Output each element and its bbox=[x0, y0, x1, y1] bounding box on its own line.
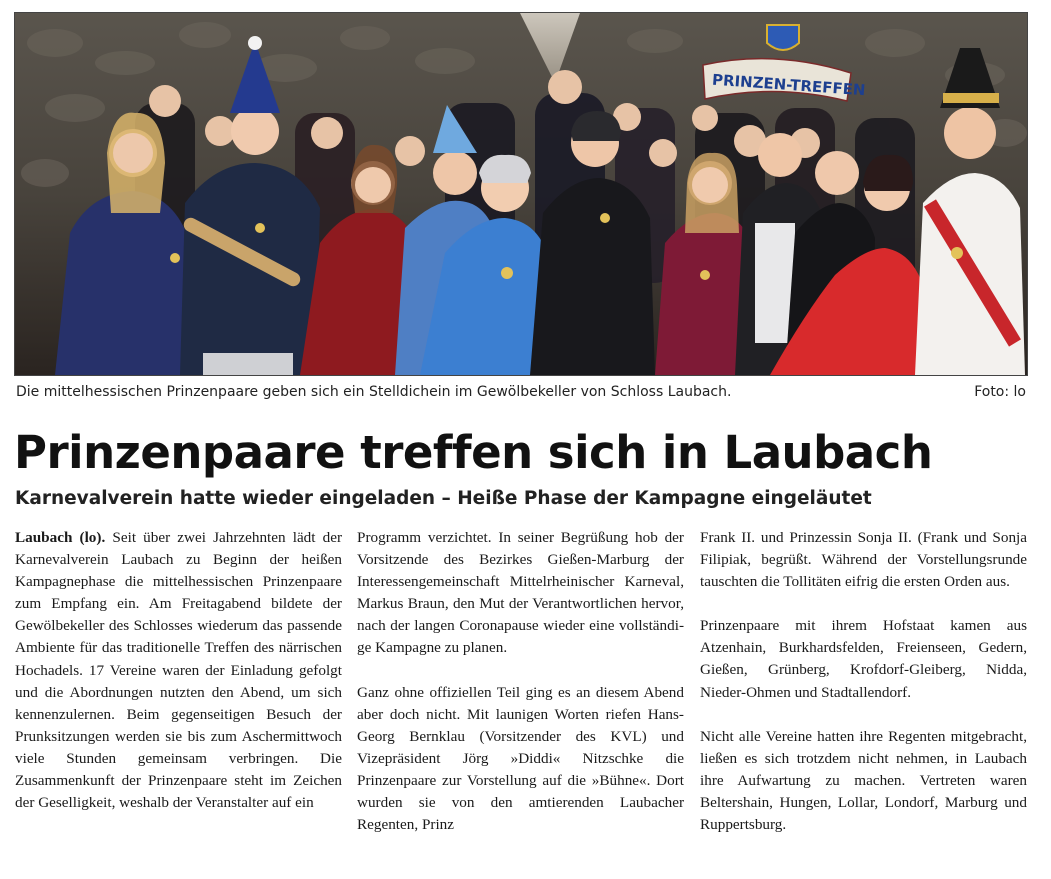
photo-credit: Foto: lo bbox=[974, 384, 1026, 400]
svg-text:PRINZEN-TREFFEN: PRINZEN-TREFFEN bbox=[711, 70, 867, 100]
photo-caption-row bbox=[16, 384, 1026, 400]
paragraph: Nicht alle Vereine hatten ihre Regenten mitgebracht, ließen es sich trotzdem nicht nehmen, in Laubach ihre Aufwartung zu machen. Vertreten waren Beltershain, Hungen, Lollar, Londorf, Marburg und Ruppertsburg. bbox=[700, 727, 1027, 834]
article-subheadline: Karnevalverein hatte wieder eingeladen – Heiße Phase der Kampagne eingeläutet bbox=[15, 488, 872, 509]
group-photo bbox=[14, 12, 1028, 376]
paragraph: Prinzenpaare mit ihrem Hofstaat kamen aus Atzenhain, Burkhardsfelden, Freienseen, Gedern, Gießen, Grünberg, Krofdorf-Gleiberg, Nidda, Nieder-Ohmen und Stadtallendorf. bbox=[700, 617, 1027, 701]
group-photo-illustration bbox=[15, 13, 1027, 375]
article-headline: Prinzenpaare treffen sich in Laubach bbox=[14, 426, 933, 479]
paragraph-text: Seit über zwei Jahrzehnten lädt der Karnevalverein Laubach zu Beginn der heißen Kampagnephase die mittelhessischen Prinzenpaare zum Empfang ein. Am Freitagabend bildete der Gewölbekeller des Schlosses wiederum das passende Ambiente für das traditionelle Treffen des närrischen Hochadels. 17 Vereine waren der Einladung gefolgt und die Abordnungen nutzten den Abend, um sich kennenzulernen. Beim gegenseitigen Besuch der Prunksitzungen werden sie bis zum Aschermittwoch viele Stunden gemeinsam verbringen. Die Zusammenkunft der Prinzenpaare steht im Zeichen der Geselligkeit, weshalb der Veranstalter auf ein bbox=[15, 529, 343, 812]
article-column-2 bbox=[357, 527, 684, 836]
photo-caption: Die mittelhessischen Prinzenpaare geben sich ein Stelldichein im Gewölbekeller von Schloss Laubach. bbox=[16, 384, 732, 400]
dateline: Laubach (lo). bbox=[15, 529, 106, 546]
article-column-3 bbox=[700, 527, 1027, 836]
article-column-1 bbox=[15, 527, 342, 814]
paragraph: Programm verzichtet. In seiner Begrüßung hob der Vorsitzende des Bezirkes Gießen-Marburg der Interessengemeinschaft Mittelrheinischer Karneval, Markus Braun, den Mut der Verantwortlichen hervor, nach der langen Coronapause wieder eine vollständige Kampagne zu planen. bbox=[357, 529, 684, 657]
paragraph: Frank II. und Prinzessin Sonja II. (Frank und Sonja Filipiak, begrüßt. Während der Vorstellungsrunde tauschten die Tollitäten eifrig die ersten Orden aus. bbox=[700, 529, 1027, 591]
paragraph bbox=[15, 527, 342, 814]
paragraph: Ganz ohne offiziellen Teil ging es an diesem Abend aber doch nicht. Mit launigen Worten riefen Hans-Georg Bernklau (Vorsitzender des KVL) und Vizepräsident Jörg »Diddi« Nitzschke die Prinzenpaare zur Vorstellung auf die »Bühne«. Dort wurden sie von den amtierenden Laubacher Regenten, Prinz bbox=[357, 683, 684, 834]
